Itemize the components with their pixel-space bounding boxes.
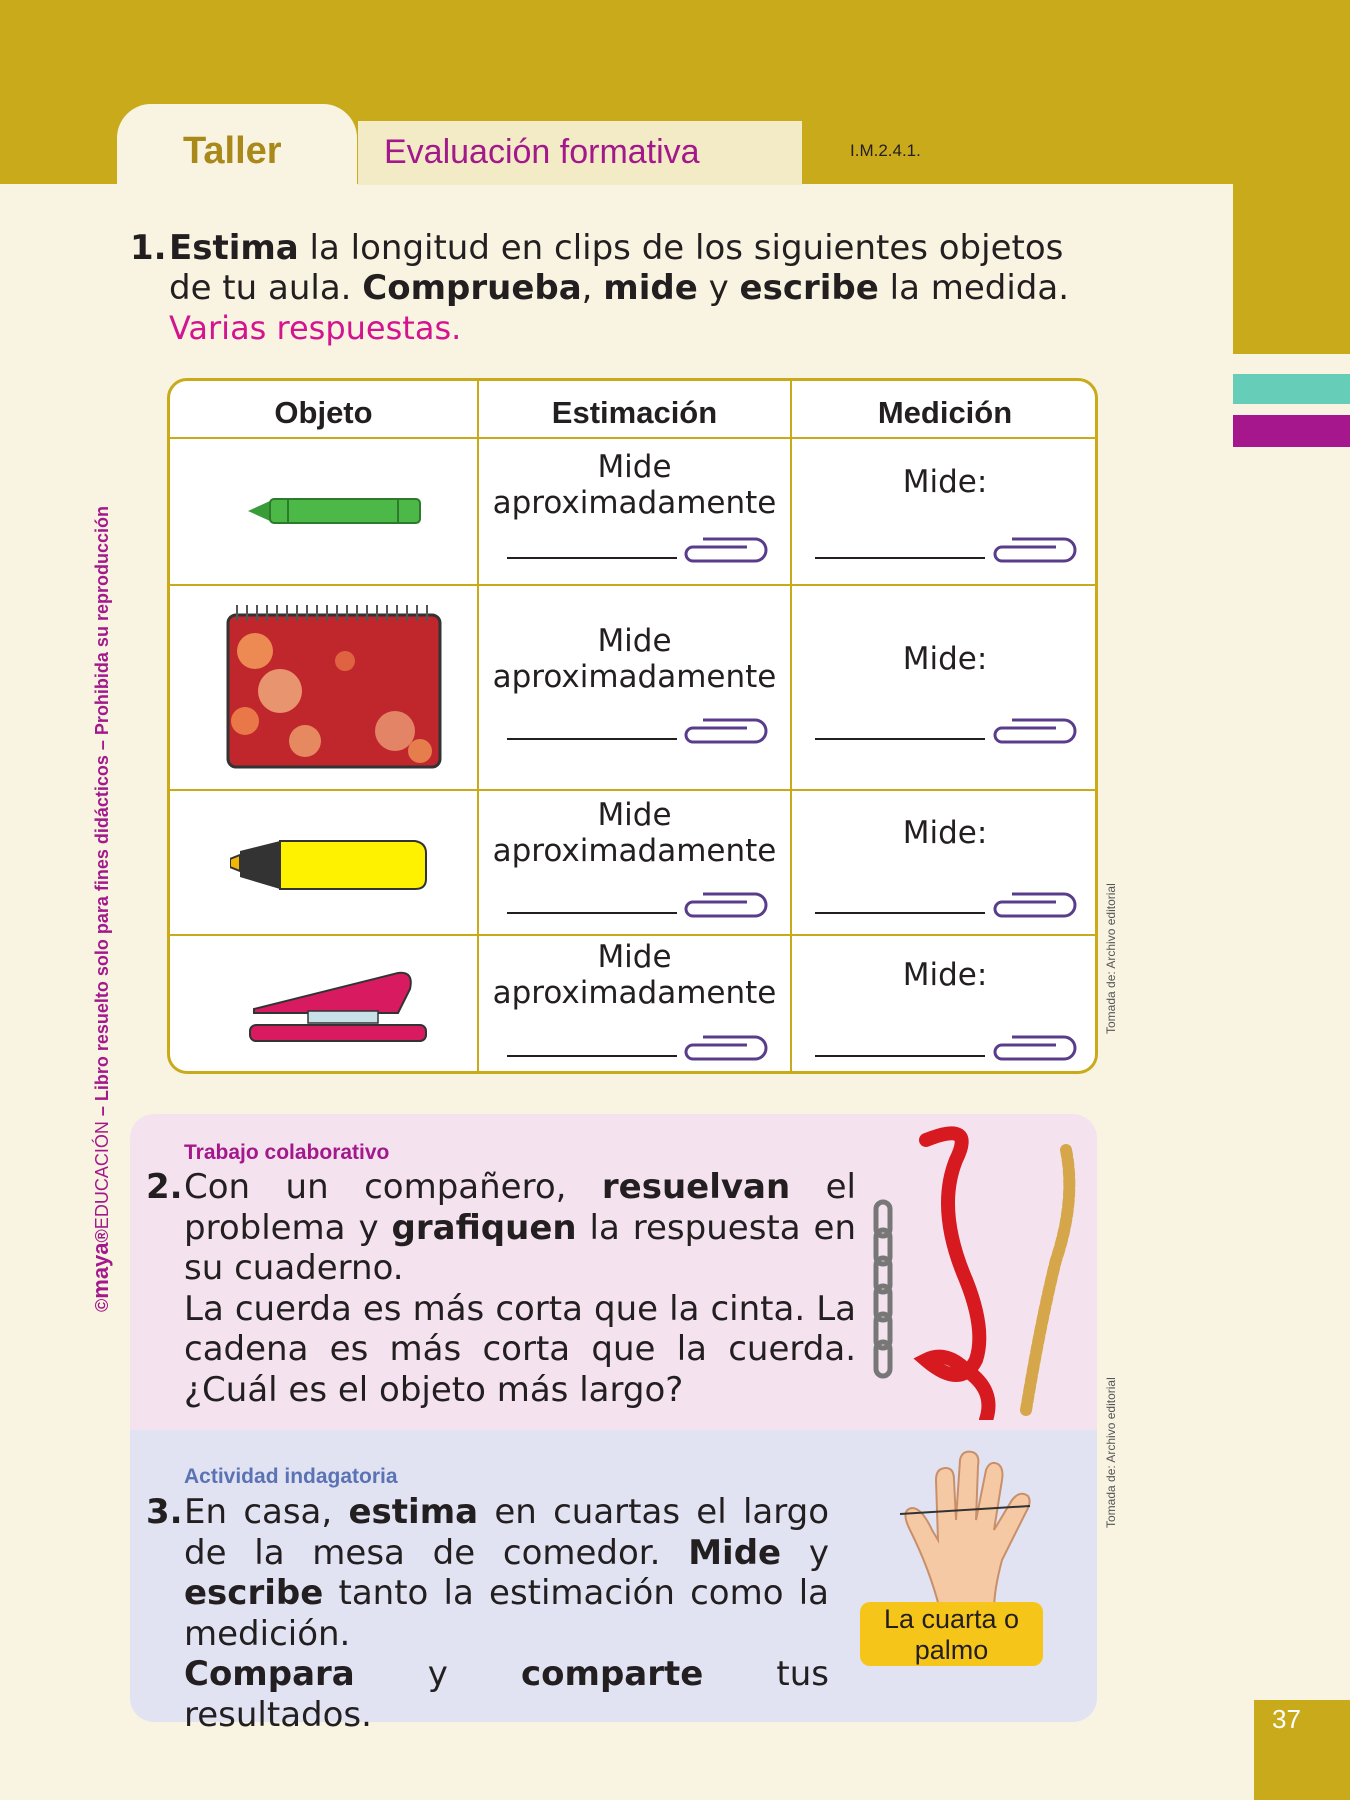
page-number: 37	[1272, 1704, 1301, 1734]
header-measurement: Medición	[877, 395, 1013, 430]
row-divider	[170, 789, 1095, 791]
registered-symbol: ®	[92, 1229, 112, 1243]
inquiry-label: Actividad indagatoria	[184, 1465, 398, 1488]
paperclip-icon	[992, 716, 1078, 746]
keyword: escribe	[184, 1573, 324, 1613]
magenta-stripe	[1233, 415, 1350, 447]
text: Mide	[597, 797, 672, 833]
question-2-text	[184, 1167, 856, 1410]
keyword: Comprueba	[362, 268, 582, 308]
side-credit	[88, 506, 114, 1312]
measurement-label: Mide:	[902, 464, 988, 500]
question-3-text	[184, 1492, 829, 1735]
measurement-blank	[815, 1055, 985, 1057]
rope-icon	[1026, 1150, 1069, 1410]
text: aproximadamente	[492, 659, 777, 695]
text: Con un compañero,	[184, 1167, 602, 1207]
paperclip-icon	[683, 716, 769, 746]
text: el problema y	[184, 1167, 857, 1248]
keyword: Compara	[184, 1654, 355, 1694]
keyword: resuelvan	[601, 1167, 791, 1207]
row-divider	[170, 934, 1095, 936]
text: y	[697, 268, 740, 308]
estimation-blank	[507, 912, 677, 914]
copyright-symbol: ©	[92, 1298, 112, 1312]
keyword: estima	[348, 1492, 479, 1532]
question-2-number: 2.	[146, 1167, 183, 1207]
text: aproximadamente	[492, 975, 777, 1011]
text: ,	[581, 268, 604, 308]
measurement-label: Mide:	[902, 641, 988, 677]
text: la respuesta en su cuaderno.	[184, 1207, 856, 1288]
question-1	[130, 228, 1110, 348]
text: Mide	[597, 939, 672, 975]
measurement-blank	[815, 738, 985, 740]
indicator-code: I.M.2.4.1.	[850, 141, 921, 160]
photo-credit-1: Tomada de: Archivo editorial	[1104, 883, 1118, 1034]
photo-credit-2: Tomada de: Archivo editorial	[1104, 1377, 1118, 1528]
estimation-blank	[507, 557, 677, 559]
text: aproximadamente	[492, 833, 777, 869]
chain-ribbon-rope-illustration	[866, 1120, 1086, 1420]
row-divider	[170, 437, 1095, 439]
estimation-text	[479, 449, 790, 521]
keyword: grafiquen	[391, 1207, 577, 1248]
crayon-icon	[248, 491, 423, 531]
keyword: mide	[603, 268, 698, 308]
brand-name: maya	[88, 1242, 113, 1299]
estimation-blank	[507, 738, 677, 740]
text: la longitud en clips de los siguientes objetos de tu aula.	[169, 228, 1064, 308]
notebook-icon	[225, 601, 445, 771]
header-estimation: Estimación	[551, 395, 718, 430]
keyword: comparte	[521, 1654, 704, 1694]
side-band	[1233, 184, 1350, 354]
row-divider	[170, 584, 1095, 586]
header-object: Objeto	[274, 395, 373, 430]
chain-icon	[876, 1202, 890, 1376]
question-3-number: 3.	[146, 1492, 183, 1532]
tab-taller	[117, 104, 357, 188]
text: y	[781, 1532, 829, 1573]
question-number: 1.	[130, 228, 167, 268]
measurement-blank	[815, 912, 985, 914]
text: la medida.	[878, 268, 1069, 308]
keyword: Estima	[169, 228, 299, 268]
tab-taller-label: Taller	[183, 130, 282, 172]
paperclip-icon	[992, 535, 1078, 565]
keyword: escribe	[739, 268, 879, 308]
page-number-box	[1254, 1700, 1350, 1800]
paperclip-icon	[992, 890, 1078, 920]
text: aproximadamente	[492, 485, 777, 521]
credit-text: – Libro resuelto solo para fines didácticos – Prohibida su reproducción	[92, 506, 112, 1122]
paperclip-icon	[683, 1033, 769, 1063]
ribbon-icon	[926, 1133, 989, 1420]
paperclip-icon	[683, 890, 769, 920]
estimation-text	[479, 797, 790, 869]
text: tus resultados.	[184, 1654, 829, 1735]
text: y	[354, 1654, 522, 1694]
hand-icon	[890, 1450, 1050, 1610]
text: La cuerda es más corta que la cinta. La cadena es más corta que la cuerda. ¿Cuál es el objeto más largo?	[184, 1288, 856, 1410]
collaborative-label: Trabajo colaborativo	[184, 1141, 390, 1164]
measurement-table	[167, 378, 1098, 1074]
text: En casa,	[184, 1492, 349, 1532]
section-title: Evaluación formativa	[384, 133, 700, 171]
highlighter-icon	[230, 837, 430, 897]
stapler-icon	[248, 967, 428, 1047]
measurement-label: Mide:	[902, 957, 988, 993]
teal-stripe	[1233, 374, 1350, 404]
measurement-blank	[815, 557, 985, 559]
estimation-blank	[507, 1055, 677, 1057]
tab-evaluation	[358, 121, 802, 185]
keyword: Mide	[688, 1532, 782, 1573]
paperclip-icon	[683, 535, 769, 565]
estimation-text	[479, 623, 790, 695]
text: Mide	[597, 449, 672, 485]
text: en cuartas el largo de la mesa de comedor.	[184, 1492, 830, 1573]
brand-edu: EDUCACIÓN	[92, 1121, 112, 1230]
measurement-label: Mide:	[902, 815, 988, 851]
text: tanto la estimación como la medición.	[184, 1573, 829, 1654]
question-text	[169, 228, 1110, 308]
paperclip-icon	[992, 1033, 1078, 1063]
answer-note: Varias respuestas.	[169, 309, 462, 347]
palm-label: La cuarta o palmo	[860, 1602, 1043, 1666]
text: Mide	[597, 623, 672, 659]
estimation-text	[479, 939, 790, 1011]
